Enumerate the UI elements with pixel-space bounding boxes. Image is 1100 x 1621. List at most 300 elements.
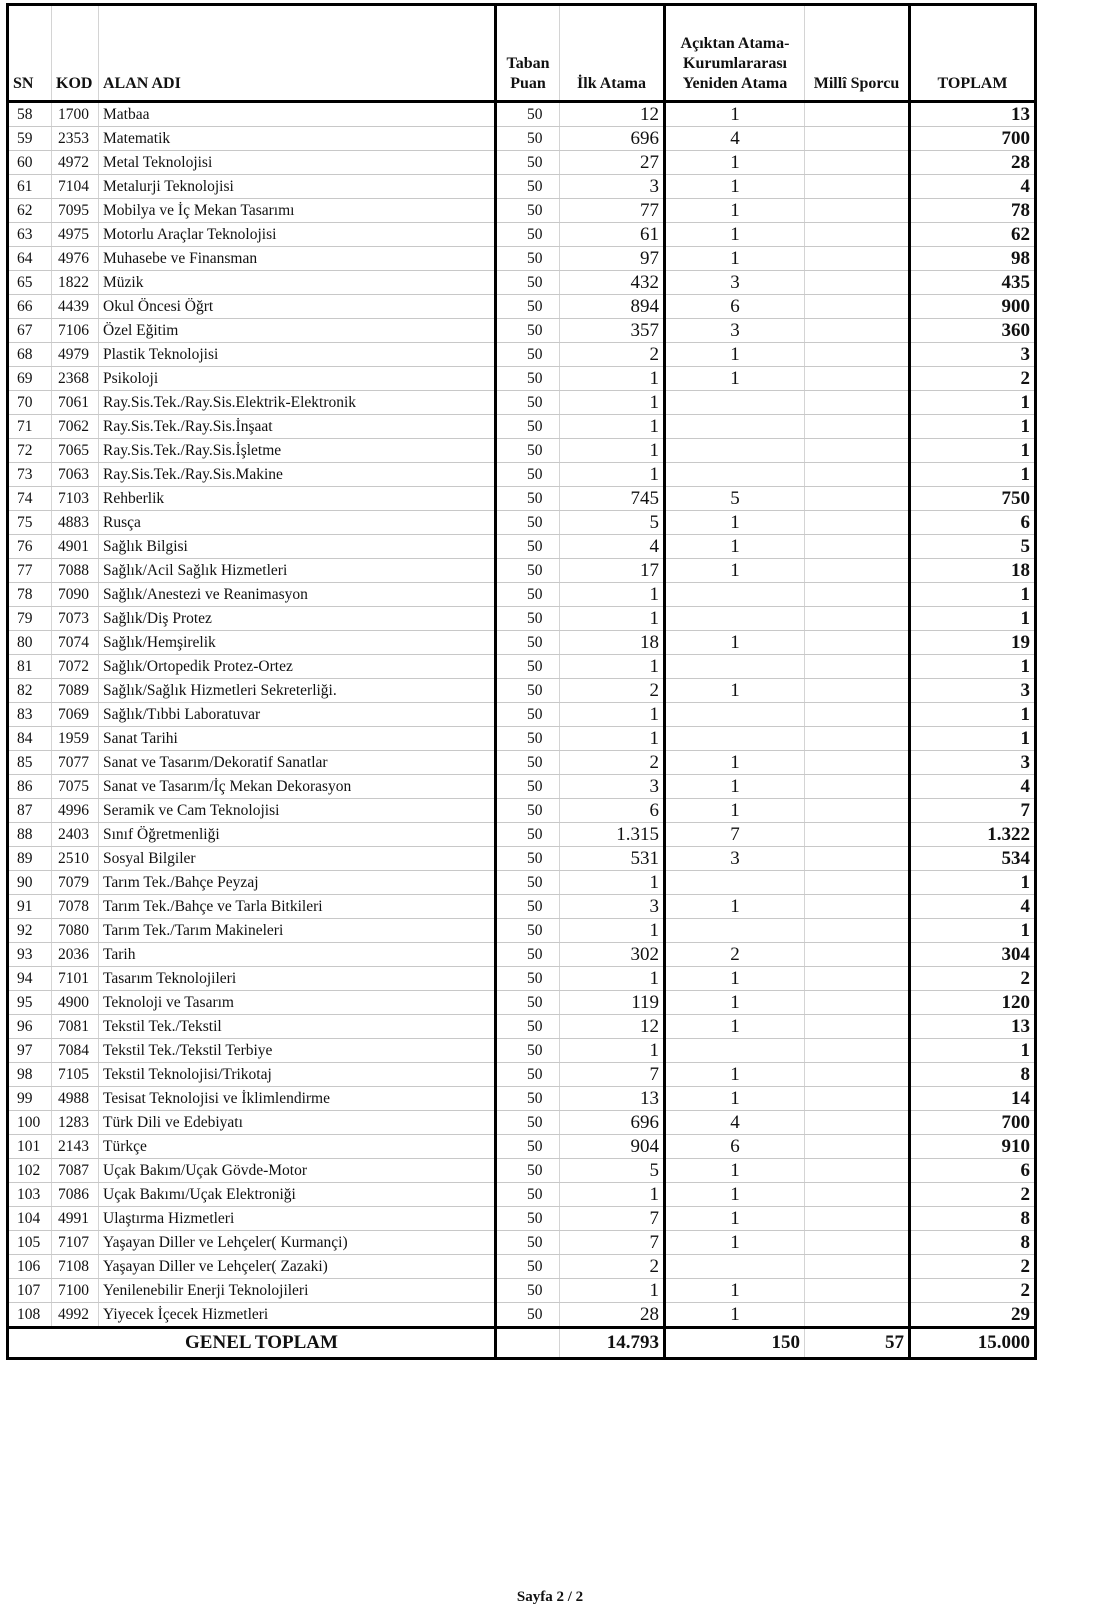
- cell-kod: 7089: [52, 679, 99, 703]
- cell-sn: 73: [8, 463, 52, 487]
- cell-ilk-atama: 1: [560, 439, 665, 463]
- cell-sn: 63: [8, 223, 52, 247]
- cell-sn: 108: [8, 1303, 52, 1328]
- cell-toplam: 1: [910, 607, 1036, 631]
- cell-taban-puan: 50: [496, 175, 560, 199]
- cell-aciktan-atama: 1: [665, 799, 805, 823]
- cell-aciktan-atama: 1: [665, 1207, 805, 1231]
- cell-ilk-atama: 7: [560, 1207, 665, 1231]
- cell-taban-puan: 50: [496, 679, 560, 703]
- cell-ilk-atama: 97: [560, 247, 665, 271]
- cell-sn: 62: [8, 199, 52, 223]
- cell-alan-adi: Tasarım Teknolojileri: [99, 967, 496, 991]
- table-row: [8, 583, 1036, 607]
- cell-alan-adi: Psikoloji: [99, 367, 496, 391]
- cell-ilk-atama: 357: [560, 319, 665, 343]
- cell-taban-puan: 50: [496, 1039, 560, 1063]
- table-row: [8, 1231, 1036, 1255]
- table-row: [8, 871, 1036, 895]
- cell-kod: 4900: [52, 991, 99, 1015]
- cell-milli-sporcu: [805, 607, 910, 631]
- cell-aciktan-atama: [665, 391, 805, 415]
- cell-aciktan-atama: 1: [665, 223, 805, 247]
- cell-taban-puan: 50: [496, 727, 560, 751]
- cell-toplam: 700: [910, 1111, 1036, 1135]
- cell-taban-puan: 50: [496, 247, 560, 271]
- cell-milli-sporcu: [805, 102, 910, 127]
- cell-ilk-atama: 61: [560, 223, 665, 247]
- cell-aciktan-atama: 1: [665, 511, 805, 535]
- cell-toplam: 3: [910, 679, 1036, 703]
- cell-milli-sporcu: [805, 463, 910, 487]
- cell-milli-sporcu: [805, 199, 910, 223]
- cell-ilk-atama: 894: [560, 295, 665, 319]
- cell-alan-adi: Sağlık/Acil Sağlık Hizmetleri: [99, 559, 496, 583]
- cell-toplam: 2: [910, 967, 1036, 991]
- cell-toplam: 6: [910, 1159, 1036, 1183]
- cell-sn: 97: [8, 1039, 52, 1063]
- header-alan-adi: ALAN ADI: [99, 5, 496, 102]
- cell-sn: 106: [8, 1255, 52, 1279]
- cell-taban-puan: 50: [496, 1159, 560, 1183]
- cell-toplam: 1: [910, 415, 1036, 439]
- cell-aciktan-atama: 1: [665, 967, 805, 991]
- cell-ilk-atama: 531: [560, 847, 665, 871]
- table-row: [8, 487, 1036, 511]
- cell-taban-puan: 50: [496, 1279, 560, 1303]
- table-row: [8, 1183, 1036, 1207]
- table-row: [8, 319, 1036, 343]
- cell-alan-adi: Sağlık/Tıbbi Laboratuvar: [99, 703, 496, 727]
- cell-alan-adi: Sanat ve Tasarım/İç Mekan Dekorasyon: [99, 775, 496, 799]
- cell-toplam: 2: [910, 1279, 1036, 1303]
- cell-toplam: 1: [910, 703, 1036, 727]
- cell-toplam: 1: [910, 655, 1036, 679]
- cell-aciktan-atama: 1: [665, 1063, 805, 1087]
- cell-sn: 92: [8, 919, 52, 943]
- cell-taban-puan: 50: [496, 535, 560, 559]
- cell-alan-adi: Yaşayan Diller ve Lehçeler( Zazaki): [99, 1255, 496, 1279]
- page-number: Sayfa 2 / 2: [516, 1589, 584, 1605]
- cell-ilk-atama: 1: [560, 367, 665, 391]
- cell-ilk-atama: 7: [560, 1231, 665, 1255]
- cell-kod: 7108: [52, 1255, 99, 1279]
- cell-milli-sporcu: [805, 415, 910, 439]
- cell-taban-puan: 50: [496, 1063, 560, 1087]
- header-sn: SN: [8, 5, 52, 102]
- cell-taban-puan: 50: [496, 943, 560, 967]
- table-row: [8, 679, 1036, 703]
- cell-ilk-atama: 1: [560, 463, 665, 487]
- cell-aciktan-atama: 1: [665, 1087, 805, 1111]
- cell-kod: 2403: [52, 823, 99, 847]
- cell-ilk-atama: 1: [560, 1279, 665, 1303]
- cell-milli-sporcu: [805, 799, 910, 823]
- cell-milli-sporcu: [805, 1111, 910, 1135]
- cell-kod: 7075: [52, 775, 99, 799]
- cell-milli-sporcu: [805, 127, 910, 151]
- cell-milli-sporcu: [805, 559, 910, 583]
- cell-sn: 107: [8, 1279, 52, 1303]
- cell-sn: 99: [8, 1087, 52, 1111]
- header-aciktan-line1: Açıktan Atama-: [680, 35, 790, 52]
- cell-ilk-atama: 1: [560, 391, 665, 415]
- cell-taban-puan: 50: [496, 871, 560, 895]
- cell-aciktan-atama: [665, 607, 805, 631]
- cell-aciktan-atama: 1: [665, 1303, 805, 1328]
- cell-aciktan-atama: 7: [665, 823, 805, 847]
- cell-sn: 75: [8, 511, 52, 535]
- cell-milli-sporcu: [805, 1159, 910, 1183]
- cell-toplam: 3: [910, 751, 1036, 775]
- cell-ilk-atama: 2: [560, 679, 665, 703]
- cell-aciktan-atama: 1: [665, 559, 805, 583]
- cell-taban-puan: 50: [496, 487, 560, 511]
- cell-milli-sporcu: [805, 871, 910, 895]
- table-row: [8, 607, 1036, 631]
- cell-aciktan-atama: [665, 703, 805, 727]
- cell-aciktan-atama: 3: [665, 319, 805, 343]
- cell-aciktan-atama: [665, 1039, 805, 1063]
- cell-kod: 7105: [52, 1063, 99, 1087]
- cell-toplam: 78: [910, 199, 1036, 223]
- cell-kod: 1283: [52, 1111, 99, 1135]
- header-kod: KOD: [52, 5, 99, 102]
- cell-alan-adi: Uçak Bakım/Uçak Gövde-Motor: [99, 1159, 496, 1183]
- cell-milli-sporcu: [805, 1207, 910, 1231]
- cell-alan-adi: Metalurji Teknolojisi: [99, 175, 496, 199]
- cell-kod: 1822: [52, 271, 99, 295]
- totals-ilk-atama: 14.793: [560, 1328, 665, 1359]
- totals-toplam: 15.000: [910, 1328, 1036, 1359]
- cell-taban-puan: 50: [496, 319, 560, 343]
- cell-aciktan-atama: 6: [665, 295, 805, 319]
- cell-sn: 102: [8, 1159, 52, 1183]
- table-row: [8, 655, 1036, 679]
- cell-aciktan-atama: 1: [665, 199, 805, 223]
- cell-alan-adi: Tarım Tek./Tarım Makineleri: [99, 919, 496, 943]
- table-row: [8, 823, 1036, 847]
- table-row: [8, 967, 1036, 991]
- cell-toplam: 1.322: [910, 823, 1036, 847]
- cell-milli-sporcu: [805, 1255, 910, 1279]
- cell-ilk-atama: 2: [560, 1255, 665, 1279]
- cell-alan-adi: Muhasebe ve Finansman: [99, 247, 496, 271]
- cell-ilk-atama: 6: [560, 799, 665, 823]
- cell-taban-puan: 50: [496, 967, 560, 991]
- assignment-table: [6, 3, 1037, 1360]
- cell-alan-adi: Sağlık/Diş Protez: [99, 607, 496, 631]
- cell-aciktan-atama: [665, 871, 805, 895]
- cell-kod: 7087: [52, 1159, 99, 1183]
- table-row: [8, 511, 1036, 535]
- cell-alan-adi: Sosyal Bilgiler: [99, 847, 496, 871]
- cell-toplam: 1: [910, 727, 1036, 751]
- cell-alan-adi: Sınıf Öğretmenliği: [99, 823, 496, 847]
- table-row: [8, 1063, 1036, 1087]
- table-row: [8, 271, 1036, 295]
- cell-ilk-atama: 1: [560, 871, 665, 895]
- cell-ilk-atama: 302: [560, 943, 665, 967]
- cell-sn: 81: [8, 655, 52, 679]
- cell-taban-puan: 50: [496, 511, 560, 535]
- cell-alan-adi: Tekstil Tek./Tekstil Terbiye: [99, 1039, 496, 1063]
- cell-taban-puan: 50: [496, 1015, 560, 1039]
- cell-kod: 7061: [52, 391, 99, 415]
- cell-kod: 7069: [52, 703, 99, 727]
- cell-ilk-atama: 1: [560, 727, 665, 751]
- cell-toplam: 2: [910, 1255, 1036, 1279]
- cell-kod: 2353: [52, 127, 99, 151]
- cell-alan-adi: Okul Öncesi Öğrt: [99, 295, 496, 319]
- table-row: [8, 223, 1036, 247]
- cell-taban-puan: 50: [496, 367, 560, 391]
- cell-ilk-atama: 77: [560, 199, 665, 223]
- cell-milli-sporcu: [805, 895, 910, 919]
- cell-alan-adi: Seramik ve Cam Teknolojisi: [99, 799, 496, 823]
- header-taban-puan: [496, 5, 560, 102]
- cell-taban-puan: 50: [496, 151, 560, 175]
- cell-sn: 80: [8, 631, 52, 655]
- cell-milli-sporcu: [805, 1231, 910, 1255]
- cell-sn: 59: [8, 127, 52, 151]
- cell-ilk-atama: 1: [560, 1183, 665, 1207]
- cell-alan-adi: Tarım Tek./Bahçe ve Tarla Bitkileri: [99, 895, 496, 919]
- cell-alan-adi: Rusça: [99, 511, 496, 535]
- cell-toplam: 750: [910, 487, 1036, 511]
- cell-sn: 72: [8, 439, 52, 463]
- cell-taban-puan: 50: [496, 583, 560, 607]
- cell-alan-adi: Rehberlik: [99, 487, 496, 511]
- cell-milli-sporcu: [805, 1279, 910, 1303]
- cell-kod: 7079: [52, 871, 99, 895]
- cell-taban-puan: 50: [496, 295, 560, 319]
- cell-toplam: 1: [910, 919, 1036, 943]
- cell-toplam: 28: [910, 151, 1036, 175]
- cell-sn: 96: [8, 1015, 52, 1039]
- cell-toplam: 4: [910, 175, 1036, 199]
- cell-milli-sporcu: [805, 151, 910, 175]
- cell-sn: 64: [8, 247, 52, 271]
- cell-taban-puan: 50: [496, 1231, 560, 1255]
- table-row: [8, 151, 1036, 175]
- cell-taban-puan: 50: [496, 271, 560, 295]
- cell-taban-puan: 50: [496, 343, 560, 367]
- cell-aciktan-atama: 3: [665, 847, 805, 871]
- table-row: [8, 751, 1036, 775]
- cell-alan-adi: Yiyecek İçecek Hizmetleri: [99, 1303, 496, 1328]
- cell-toplam: 120: [910, 991, 1036, 1015]
- cell-milli-sporcu: [805, 991, 910, 1015]
- cell-aciktan-atama: 2: [665, 943, 805, 967]
- cell-milli-sporcu: [805, 679, 910, 703]
- cell-alan-adi: Yaşayan Diller ve Lehçeler( Kurmançi): [99, 1231, 496, 1255]
- cell-sn: 90: [8, 871, 52, 895]
- cell-milli-sporcu: [805, 175, 910, 199]
- cell-kod: 7095: [52, 199, 99, 223]
- cell-alan-adi: Matbaa: [99, 102, 496, 127]
- cell-alan-adi: Plastik Teknolojisi: [99, 343, 496, 367]
- cell-aciktan-atama: 1: [665, 151, 805, 175]
- cell-kod: 7104: [52, 175, 99, 199]
- cell-ilk-atama: 1: [560, 967, 665, 991]
- cell-sn: 67: [8, 319, 52, 343]
- table-row: [8, 367, 1036, 391]
- cell-aciktan-atama: 1: [665, 751, 805, 775]
- cell-aciktan-atama: [665, 655, 805, 679]
- cell-aciktan-atama: 6: [665, 1135, 805, 1159]
- cell-ilk-atama: 2: [560, 343, 665, 367]
- cell-kod: 7065: [52, 439, 99, 463]
- cell-toplam: 1: [910, 463, 1036, 487]
- cell-aciktan-atama: 1: [665, 895, 805, 919]
- cell-alan-adi: Tarih: [99, 943, 496, 967]
- cell-alan-adi: Ray.Sis.Tek./Ray.Sis.Elektrik-Elektronik: [99, 391, 496, 415]
- header-taban-puan-line2: Puan: [510, 75, 546, 92]
- cell-taban-puan: 50: [496, 1135, 560, 1159]
- cell-toplam: 1: [910, 391, 1036, 415]
- cell-milli-sporcu: [805, 1183, 910, 1207]
- cell-milli-sporcu: [805, 1087, 910, 1111]
- cell-sn: 88: [8, 823, 52, 847]
- cell-toplam: 1: [910, 583, 1036, 607]
- cell-kod: 7063: [52, 463, 99, 487]
- cell-alan-adi: Ray.Sis.Tek./Ray.Sis.İnşaat: [99, 415, 496, 439]
- cell-alan-adi: Sağlık/Hemşirelik: [99, 631, 496, 655]
- cell-aciktan-atama: 1: [665, 343, 805, 367]
- cell-milli-sporcu: [805, 535, 910, 559]
- cell-taban-puan: 50: [496, 847, 560, 871]
- cell-toplam: 435: [910, 271, 1036, 295]
- cell-ilk-atama: 1: [560, 655, 665, 679]
- cell-sn: 86: [8, 775, 52, 799]
- cell-kod: 4976: [52, 247, 99, 271]
- cell-kod: 7107: [52, 1231, 99, 1255]
- cell-ilk-atama: 1: [560, 415, 665, 439]
- header-ilk-atama: İlk Atama: [560, 5, 665, 102]
- cell-toplam: 6: [910, 511, 1036, 535]
- cell-milli-sporcu: [805, 655, 910, 679]
- cell-toplam: 2: [910, 367, 1036, 391]
- cell-alan-adi: Tekstil Tek./Tekstil: [99, 1015, 496, 1039]
- cell-taban-puan: 50: [496, 463, 560, 487]
- table-row: [8, 727, 1036, 751]
- cell-sn: 76: [8, 535, 52, 559]
- cell-aciktan-atama: 1: [665, 102, 805, 127]
- table-row: [8, 1111, 1036, 1135]
- cell-sn: 95: [8, 991, 52, 1015]
- cell-ilk-atama: 2: [560, 751, 665, 775]
- cell-kod: 7077: [52, 751, 99, 775]
- cell-alan-adi: Sanat Tarihi: [99, 727, 496, 751]
- cell-taban-puan: 50: [496, 655, 560, 679]
- table-row: [8, 1159, 1036, 1183]
- cell-ilk-atama: 696: [560, 1111, 665, 1135]
- table-row: [8, 559, 1036, 583]
- cell-sn: 71: [8, 415, 52, 439]
- cell-taban-puan: 50: [496, 1207, 560, 1231]
- cell-aciktan-atama: [665, 583, 805, 607]
- cell-toplam: 700: [910, 127, 1036, 151]
- cell-taban-puan: 50: [496, 991, 560, 1015]
- cell-taban-puan: 50: [496, 415, 560, 439]
- cell-alan-adi: Müzik: [99, 271, 496, 295]
- cell-toplam: 8: [910, 1063, 1036, 1087]
- cell-alan-adi: Sanat ve Tasarım/Dekoratif Sanatlar: [99, 751, 496, 775]
- cell-sn: 83: [8, 703, 52, 727]
- cell-kod: 7074: [52, 631, 99, 655]
- cell-kod: 2368: [52, 367, 99, 391]
- table-row: [8, 415, 1036, 439]
- cell-sn: 103: [8, 1183, 52, 1207]
- table-row: [8, 631, 1036, 655]
- cell-milli-sporcu: [805, 583, 910, 607]
- table-row: [8, 991, 1036, 1015]
- cell-kod: 2510: [52, 847, 99, 871]
- cell-alan-adi: Özel Eğitim: [99, 319, 496, 343]
- cell-ilk-atama: 904: [560, 1135, 665, 1159]
- cell-ilk-atama: 7: [560, 1063, 665, 1087]
- cell-kod: 7090: [52, 583, 99, 607]
- totals-row: [8, 1328, 1036, 1359]
- cell-sn: 104: [8, 1207, 52, 1231]
- table-row: [8, 175, 1036, 199]
- table-row: [8, 1015, 1036, 1039]
- cell-toplam: 5: [910, 535, 1036, 559]
- cell-alan-adi: Tarım Tek./Bahçe Peyzaj: [99, 871, 496, 895]
- cell-aciktan-atama: [665, 415, 805, 439]
- cell-ilk-atama: 13: [560, 1087, 665, 1111]
- cell-sn: 69: [8, 367, 52, 391]
- cell-sn: 78: [8, 583, 52, 607]
- cell-toplam: 7: [910, 799, 1036, 823]
- table-row: [8, 102, 1036, 127]
- cell-kod: 2143: [52, 1135, 99, 1159]
- cell-aciktan-atama: [665, 727, 805, 751]
- cell-sn: 91: [8, 895, 52, 919]
- cell-kod: 7100: [52, 1279, 99, 1303]
- cell-milli-sporcu: [805, 967, 910, 991]
- cell-kod: 4883: [52, 511, 99, 535]
- cell-kod: 7086: [52, 1183, 99, 1207]
- cell-ilk-atama: 12: [560, 102, 665, 127]
- cell-aciktan-atama: 1: [665, 175, 805, 199]
- cell-sn: 105: [8, 1231, 52, 1255]
- cell-ilk-atama: 745: [560, 487, 665, 511]
- cell-ilk-atama: 3: [560, 775, 665, 799]
- cell-milli-sporcu: [805, 319, 910, 343]
- cell-aciktan-atama: 5: [665, 487, 805, 511]
- cell-toplam: 534: [910, 847, 1036, 871]
- cell-kod: 7080: [52, 919, 99, 943]
- cell-milli-sporcu: [805, 511, 910, 535]
- cell-toplam: 910: [910, 1135, 1036, 1159]
- cell-taban-puan: 50: [496, 1255, 560, 1279]
- cell-aciktan-atama: [665, 919, 805, 943]
- cell-aciktan-atama: 3: [665, 271, 805, 295]
- cell-kod: 7073: [52, 607, 99, 631]
- cell-kod: 4991: [52, 1207, 99, 1231]
- cell-ilk-atama: 119: [560, 991, 665, 1015]
- cell-sn: 89: [8, 847, 52, 871]
- cell-kod: 1700: [52, 102, 99, 127]
- cell-kod: 7072: [52, 655, 99, 679]
- cell-milli-sporcu: [805, 775, 910, 799]
- cell-aciktan-atama: [665, 463, 805, 487]
- cell-taban-puan: 50: [496, 895, 560, 919]
- table-row: [8, 775, 1036, 799]
- cell-alan-adi: Ulaştırma Hizmetleri: [99, 1207, 496, 1231]
